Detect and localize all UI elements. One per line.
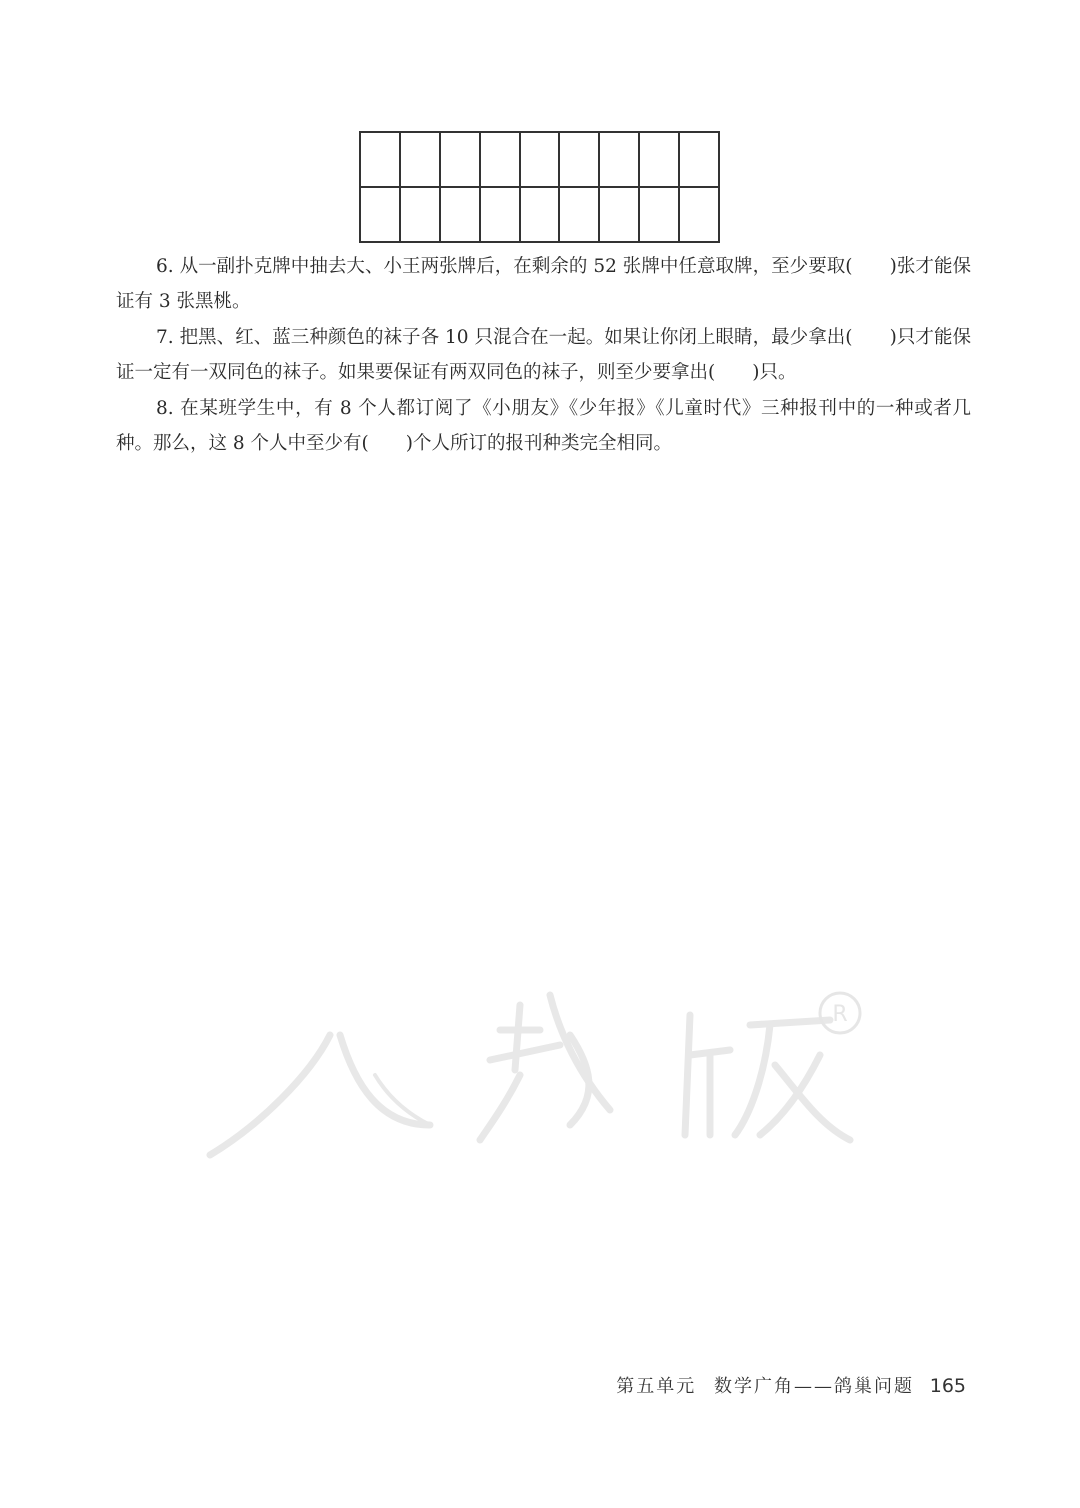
question-7: 7. 把黑、红、蓝三种颜色的袜子各 10 只混合在一起。如果让你闭上眼睛，最少拿出( )只才能保证一定有一双同色的袜子。如果要保证有两双同色的袜子，则至少要拿出( )只。 [116,327,971,383]
grid-cell [440,132,480,187]
grid-cell [599,187,639,242]
footer-unit: 第五单元 [616,1376,697,1397]
page-footer [616,1372,966,1398]
page-number: 165 [929,1375,966,1397]
grid-cell [639,132,679,187]
grid-cell [360,187,400,242]
grid-cell [400,187,440,242]
svg-text:R: R [832,1002,848,1027]
question-6: 6. 从一副扑克牌中抽去大、小王两张牌后，在剩余的 52 张牌中任意取牌，至少要取( )张才能保证有 3 张黑桃。 [116,256,971,312]
grid-cell [559,132,599,187]
answer-grid [359,131,720,243]
grid-cell [599,132,639,187]
grid-row [360,132,719,187]
publisher-watermark-logo [190,975,890,1175]
footer-topic: 数学广角——鸽巢问题 [714,1376,914,1397]
question-8: 8. 在某班学生中，有 8 个人都订阅了《小朋友》《少年报》《儿童时代》三种报刊中的一种或者几种。那么，这 8 个人中至少有( )个人所订的报刊种类完全相同。 [116,398,971,454]
grid-cell [559,187,599,242]
grid-cell [520,187,560,242]
grid-cell [480,187,520,242]
grid-cell [360,132,400,187]
grid-cell [480,132,520,187]
grid-row [360,187,719,242]
grid-cell [440,187,480,242]
grid-cell [400,132,440,187]
grid-cell [520,132,560,187]
grid-cell [679,132,719,187]
question-list [116,250,971,463]
grid-cell [639,187,679,242]
grid-cell [679,187,719,242]
